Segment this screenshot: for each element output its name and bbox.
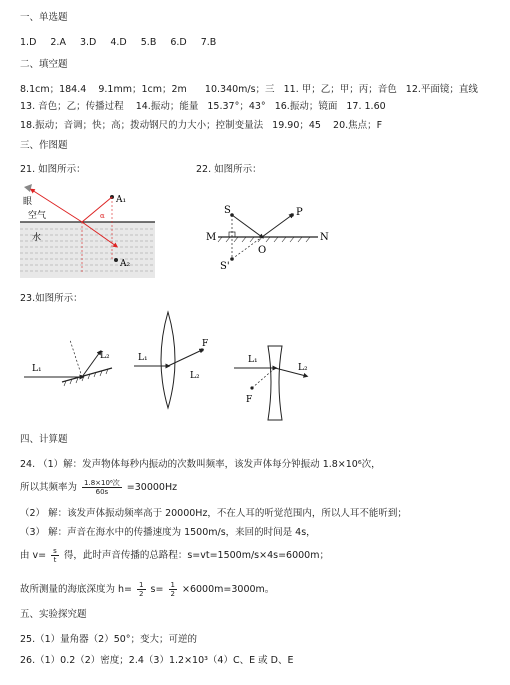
ray-l2 — [82, 352, 100, 377]
q24-frequency-result: =30000Hz — [126, 482, 178, 493]
depth-prefix: 故所测量的海底深度为 h= — [20, 584, 133, 595]
fraction-numerator: 1.8×10⁶次 — [84, 479, 120, 487]
answer-4: 4.D — [110, 37, 127, 48]
fraction-denominator: 60s — [95, 488, 109, 496]
l2-label: L₂ — [100, 351, 110, 361]
fraction-numerator: 1 — [139, 581, 144, 589]
answer-5: 5.B — [140, 37, 157, 48]
convex-lens-shape — [161, 312, 175, 408]
o-label: O — [258, 245, 267, 256]
fraction-numerator: 1 — [170, 581, 175, 589]
figure-23-convex-lens — [132, 310, 222, 410]
incident-ray — [232, 215, 262, 237]
eye-icon — [24, 184, 32, 192]
q25-answer: 25.（1）量角器（2）50°；变大；可逆的 — [20, 634, 198, 645]
normal-line — [70, 340, 82, 377]
fraction-denominator: 2 — [139, 590, 144, 598]
l2-label: L₂ — [190, 371, 200, 381]
depth-middle: s= — [150, 584, 164, 595]
answer-1: 1.D — [20, 37, 37, 48]
f-label: F — [202, 339, 209, 349]
a1-label: A₁ — [116, 195, 127, 205]
figure-23-concave-lens — [232, 344, 322, 424]
figure-22-mirror — [200, 195, 330, 275]
q24-part2: （2） 解：该发声体振动频率高于 20000Hz，不在人耳的听觉范围内，所以人耳不能听到； — [20, 508, 407, 519]
point-a2 — [114, 258, 118, 262]
half-fraction-2 — [169, 581, 177, 598]
fill-blank-line-2: 13. 音色；乙；传播过程 14.振动；能量 15.37°；43° 16.振动；镜面 17. 1.60 — [20, 101, 386, 112]
q24-part3-line1: （3） 解：声音在海水中的传播速度为 1500m/s，来回的时间是 4s， — [20, 527, 316, 538]
section-heading-calculation: 四、计算题 — [20, 434, 68, 445]
focus-point — [250, 386, 253, 389]
l1-label: L₁ — [248, 355, 258, 365]
air-label: 空气 — [28, 211, 47, 221]
q24-part1-line1: 24. （1）解：发声物体每秒内振动的次数叫频率，该发声体每分钟振动 1.8×10⁶次， — [20, 459, 381, 470]
frequency-fraction — [82, 479, 122, 496]
a2-label: A₂ — [120, 259, 131, 269]
section-heading-drawing: 三、作图题 — [20, 140, 68, 151]
water-label: 水 — [32, 233, 42, 243]
concave-lens-shape — [268, 346, 282, 420]
virtual-extension — [252, 368, 275, 388]
distance-result: 得，此时声音传播的总路程：s=vt=1500m/s×4s=6000m； — [63, 550, 329, 561]
question-22-label: 22. 如图所示： — [196, 164, 262, 175]
section-heading-fill-blank: 二、填空题 — [20, 59, 68, 70]
half-fraction-1 — [137, 581, 145, 598]
fill-blank-line-3: 18.振动；音调；快；高；拨动钢尺的力大小；控制变量法 19.90；45 20.焦点；F — [20, 120, 383, 131]
answer-7: 7.B — [200, 37, 217, 48]
q24-part1-line2 — [20, 478, 177, 498]
ray-l2 — [168, 350, 202, 366]
eye-label: 眼 — [23, 197, 33, 207]
angle-mark: α — [100, 212, 105, 220]
fraction-denominator: t — [53, 556, 57, 564]
q24-frequency-prefix: 所以其频率为 — [20, 482, 78, 493]
section-heading-single-choice: 一、单选题 — [20, 12, 68, 23]
single-choice-answers — [20, 37, 230, 49]
point-p — [290, 213, 294, 217]
l1-label: L₁ — [32, 364, 42, 374]
q24-part3-line2 — [20, 546, 329, 566]
p-label: P — [296, 207, 303, 218]
figure-21-refraction — [20, 182, 155, 278]
m-label: M — [206, 232, 217, 243]
water-region — [20, 222, 155, 278]
fraction-denominator: 2 — [170, 590, 175, 598]
depth-result: ×6000m=3000m。 — [182, 584, 275, 595]
fraction-numerator: s — [53, 547, 57, 555]
answer-2: 2.A — [50, 37, 66, 48]
reflected-ray — [262, 215, 292, 237]
answer-3: 3.D — [79, 37, 97, 48]
fill-blank-line-1: 8.1cm；184.4 9.1mm；1cm；2m 10.340m/s；三 11. 甲；乙；甲；丙；音色 12.平面镜；直线 — [20, 84, 478, 95]
q26-answer: 26.（1）0.2（2）密度；2.4（3）1.2×10³（4）C、E 或 D、E — [20, 655, 294, 666]
ray-reflection — [82, 197, 112, 222]
velocity-prefix: 由 v= — [20, 550, 47, 561]
question-21-label: 21. 如图所示： — [20, 164, 86, 175]
s-prime-label: S' — [220, 261, 230, 272]
q24-part3-line3 — [20, 580, 274, 600]
f-label: F — [246, 395, 253, 405]
question-23-label: 23.如图所示： — [20, 293, 83, 304]
l1-label: L₁ — [138, 353, 148, 363]
s-label: S — [224, 205, 231, 216]
velocity-fraction — [51, 547, 59, 564]
section-heading-experiment: 五、实验探究题 — [20, 609, 87, 620]
n-label: N — [320, 232, 329, 243]
l2-label: L₂ — [298, 363, 308, 373]
figure-23-mirror — [22, 338, 122, 388]
answer-6: 6.D — [170, 37, 187, 48]
